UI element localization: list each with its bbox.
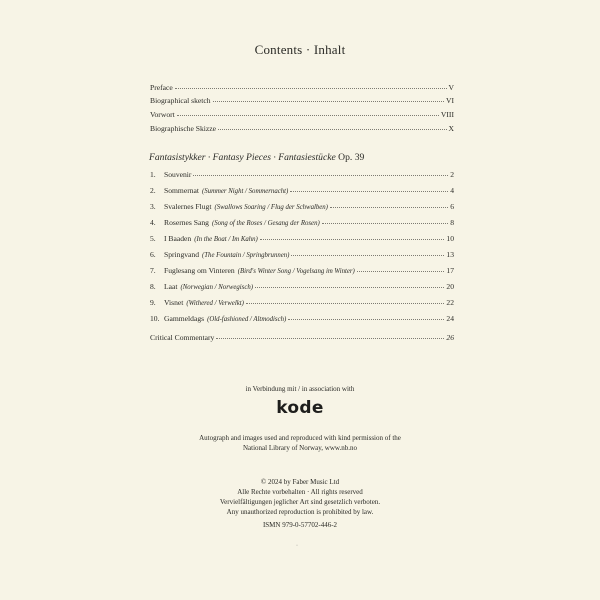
permission-line-1: Autograph and images used and reproduced with kind permission of the	[199, 434, 401, 442]
piece-number: 3.	[150, 202, 156, 211]
toc-entry-biographische-skizze[interactable]	[150, 124, 454, 134]
toc-page: 2	[450, 170, 454, 179]
toc-page: VIII	[440, 110, 454, 119]
toc-leader	[218, 123, 447, 130]
piece-title: Fuglesang om Vinteren	[164, 266, 235, 275]
piece-number: 10.	[150, 314, 160, 323]
toc-leader	[322, 217, 448, 224]
piece-subtitle: (The Fountain / Springbrunnen)	[202, 252, 290, 259]
toc-entry-piece-5[interactable]	[150, 234, 454, 245]
piece-title: Visnet	[164, 298, 184, 307]
association-text: in Verbindung mit / in association with	[245, 385, 355, 393]
piece-number: 7.	[150, 266, 156, 275]
toc-entry-piece-6[interactable]	[150, 250, 454, 261]
piece-subtitle: (Song of the Roses / Gesang der Rosen)	[211, 220, 320, 227]
toc-entry-piece-8[interactable]	[150, 282, 454, 293]
toc-page: 13	[446, 250, 454, 259]
toc-page: 26	[446, 333, 454, 342]
toc-leader	[177, 109, 439, 116]
piece-subtitle: (Summer Night / Sommernacht)	[202, 188, 289, 195]
piece-subtitle: (Old-fashioned / Altmodisch)	[207, 316, 287, 323]
toc-leader	[330, 201, 448, 208]
copyright-line-3: Vervielfältigungen jeglicher Art sind gesetzlich verboten.	[219, 498, 381, 506]
toc-entry-piece-4[interactable]	[150, 218, 454, 229]
toc-entry-piece-1[interactable]	[150, 170, 454, 180]
toc-leader	[357, 265, 445, 272]
ismn: ISMN 979-0-57702-446-2	[262, 521, 338, 529]
piece-subtitle: (In the Boat / Im Kahn)	[194, 236, 258, 243]
toc-page: 17	[446, 266, 454, 275]
piece-number: 1.	[150, 170, 156, 179]
toc-label: Biographical sketch	[150, 96, 211, 105]
toc-page: V	[448, 83, 454, 92]
toc-label: Preface	[150, 83, 173, 92]
copyright-line-2: Alle Rechte vorbehalten · All rights reserved	[237, 488, 363, 496]
piece-number: 4.	[150, 218, 156, 227]
toc-entry-biographical-sketch[interactable]	[150, 96, 454, 106]
toc-page: 8	[450, 218, 454, 227]
toc-entry-piece-10[interactable]	[150, 314, 454, 325]
toc-entry-piece-7[interactable]	[150, 266, 454, 277]
toc-entry-piece-2[interactable]	[150, 186, 454, 197]
piece-title: Gammeldags	[164, 314, 205, 323]
piece-subtitle: (Norwegian / Norwegisch)	[180, 284, 253, 291]
toc-entry-preface[interactable]	[150, 83, 454, 93]
toc-page: 4	[450, 186, 454, 195]
toc-page: 24	[446, 314, 454, 323]
piece-title: Laat	[164, 282, 178, 291]
toc-page: X	[448, 124, 454, 133]
toc-leader	[246, 297, 445, 304]
section-opus: Op. 39	[338, 152, 365, 163]
toc-leader	[291, 249, 444, 256]
permission-line-2: National Library of Norway, www.nb.no	[243, 444, 357, 452]
toc-entry-vorwort[interactable]	[150, 110, 454, 120]
page-title: Contents · Inhalt	[254, 42, 346, 57]
toc-page: VI	[445, 96, 454, 105]
toc-leader	[255, 281, 444, 288]
toc-leader	[213, 95, 444, 102]
kode-logo: kode	[276, 398, 324, 418]
piece-title: Rosernes Sang	[164, 218, 209, 227]
footer-mark: ·	[296, 543, 298, 549]
toc-label: Critical Commentary	[150, 333, 215, 342]
piece-number: 8.	[150, 282, 156, 291]
toc-page: 10	[446, 234, 454, 243]
piece-title: Sommernat	[164, 186, 200, 195]
toc-label: Vorwort	[150, 110, 175, 119]
piece-subtitle: (Withered / Verwelkt)	[186, 300, 244, 307]
section-title	[149, 152, 364, 163]
toc-leader	[288, 313, 444, 320]
toc-entry-piece-9[interactable]	[150, 298, 454, 309]
toc-leader	[260, 233, 445, 240]
piece-title: I Baaden	[164, 234, 192, 243]
piece-title: Svalernes Flugt	[164, 202, 212, 211]
toc-leader	[216, 332, 444, 339]
section-title-text: Fantasistykker · Fantasy Pieces · Fantasiestücke	[149, 152, 336, 163]
piece-subtitle: (Swallows Soaring / Flug der Schwalben)	[214, 204, 328, 211]
copyright-line-1: © 2024 by Faber Music Ltd	[260, 478, 340, 486]
piece-number: 5.	[150, 234, 156, 243]
piece-title: Springvand	[164, 250, 200, 259]
toc-page: 22	[446, 298, 454, 307]
toc-page: 6	[450, 202, 454, 211]
toc-entry-critical-commentary[interactable]	[150, 333, 454, 343]
piece-number: 9.	[150, 298, 156, 307]
piece-number: 2.	[150, 186, 156, 195]
toc-leader	[290, 185, 448, 192]
toc-leader	[175, 82, 447, 89]
toc-page: 20	[446, 282, 454, 291]
toc-entry-piece-3[interactable]	[150, 202, 454, 213]
toc-leader	[193, 169, 448, 176]
toc-label: Biographische Skizze	[150, 124, 217, 133]
copyright-line-4: Any unauthorized reproduction is prohibited by law.	[226, 508, 374, 516]
piece-number: 6.	[150, 250, 156, 259]
piece-subtitle: (Bird's Winter Song / Vogelsang im Winter)	[237, 268, 355, 275]
piece-title: Souvenir	[164, 170, 192, 179]
